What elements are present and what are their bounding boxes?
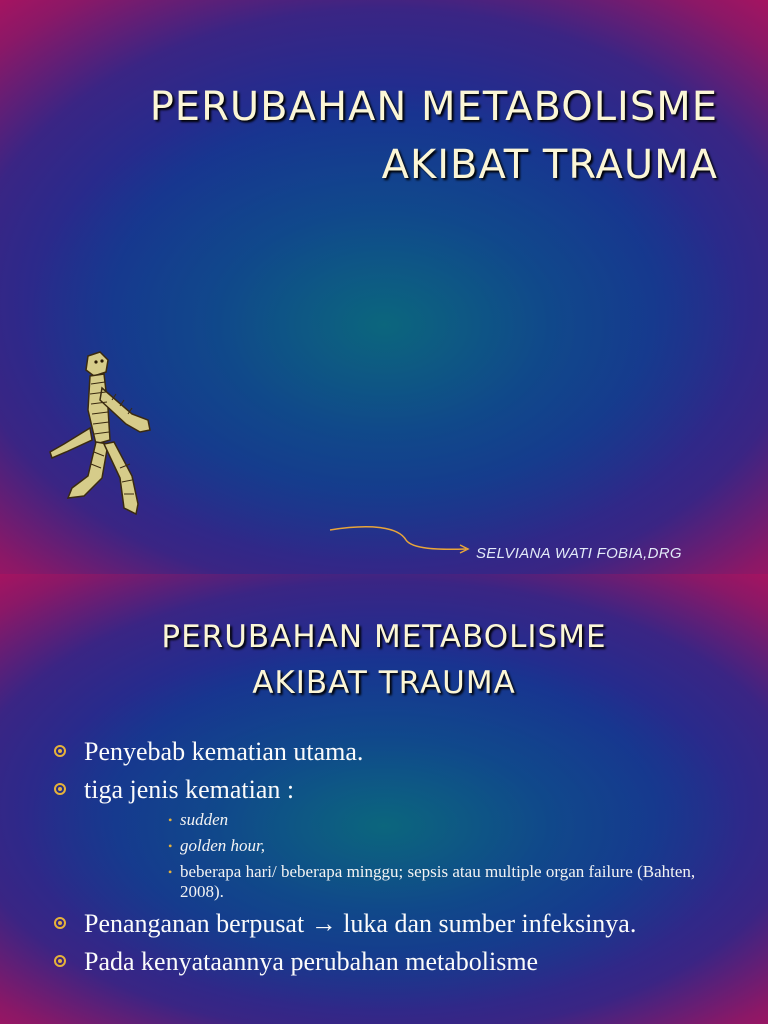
bullet-circle-icon	[54, 917, 66, 929]
bullet-circle-icon	[54, 955, 66, 967]
eye-icon	[94, 360, 97, 363]
title-line-1: PERUBAHAN METABOLISME	[149, 84, 718, 130]
title-line-2: AKIBAT TRAUMA	[381, 142, 718, 188]
list-item: Penanganan berpusat → luka dan sumber infeksinya.	[52, 908, 732, 940]
title-line-1: PERUBAHAN METABOLISME	[161, 619, 607, 655]
bullet-list	[52, 736, 732, 984]
content-slide	[0, 574, 768, 1024]
title-line-2: AKIBAT TRAUMA	[252, 665, 516, 701]
bullet-dot-icon: •	[168, 839, 173, 853]
list-item: tiga jenis kematian : • sudden • golden hour, • beberapa hari/ beberapa minggu; sepsis atau multiple organ failure (Bahten, 2008).	[52, 774, 732, 902]
arrow-icon	[328, 522, 473, 554]
mummy-illustration	[44, 348, 154, 528]
sub-list-item: • golden hour,	[168, 836, 265, 855]
sub-list-item: • beberapa hari/ beberapa minggu; sepsis atau multiple organ failure (Bahten, 2008).	[168, 862, 696, 901]
sub-bullet-list	[168, 810, 732, 902]
slide-title	[0, 614, 768, 706]
list-item: Penyebab kematian utama.	[52, 736, 732, 768]
bullet-dot-icon: •	[168, 813, 173, 827]
bullet-dot-icon: •	[168, 865, 173, 879]
sub-list-item: • sudden	[168, 810, 229, 829]
bullet-circle-icon	[54, 783, 66, 795]
list-item: Pada kenyataannya perubahan metabolisme	[52, 946, 732, 978]
author-name: SELVIANA WATI FOBIA,DRG	[476, 545, 682, 562]
bullet-circle-icon	[54, 745, 66, 757]
slide-title	[150, 78, 718, 194]
